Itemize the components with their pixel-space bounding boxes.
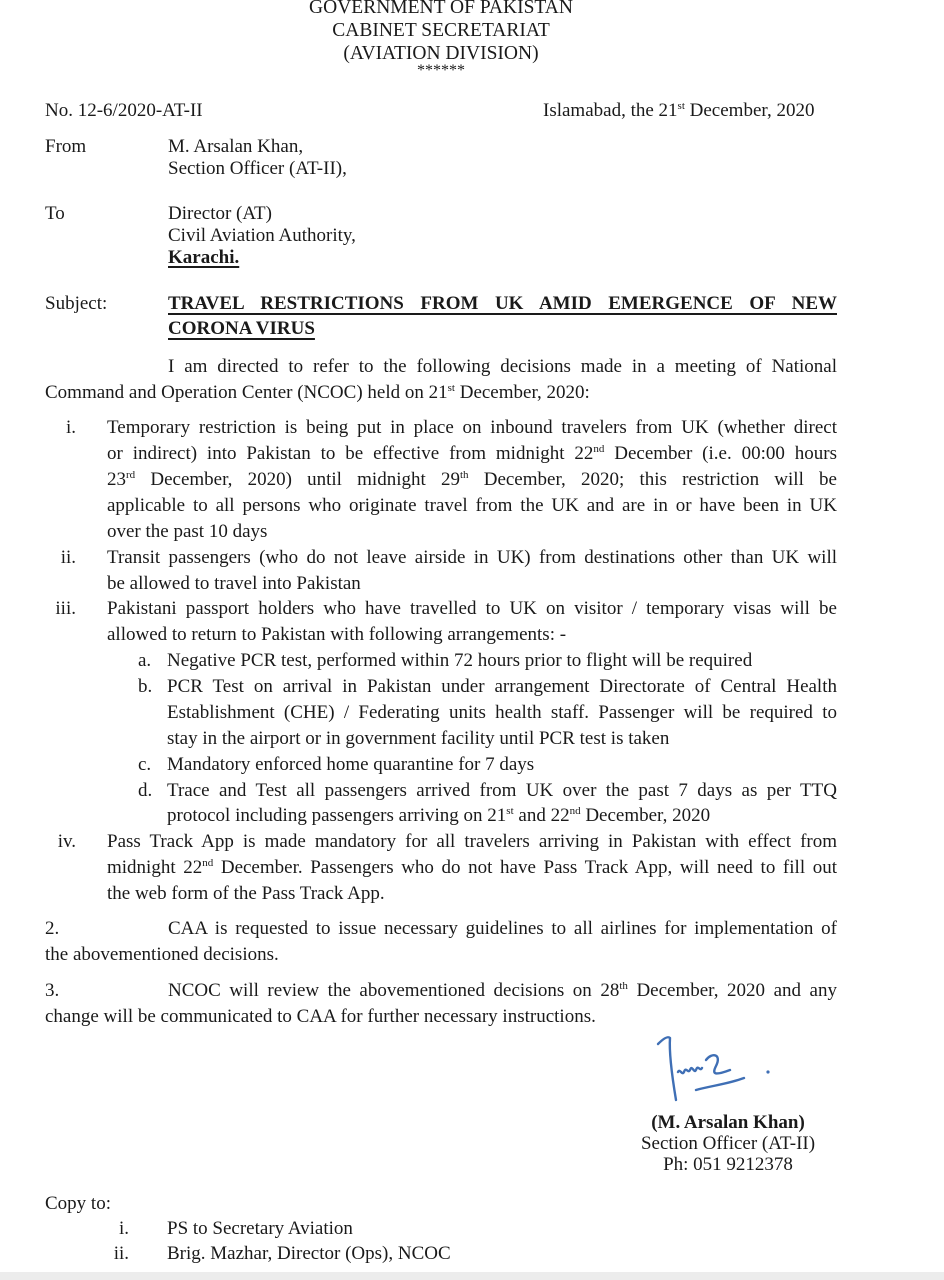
para-text: NCOC will review the abovementioned decisions on 28 [168,980,620,1001]
item-ii-line-1: Transit passengers (who do not leave airside in UK) from destinations other than UK will [107,547,837,568]
signature-stroke [678,1068,702,1073]
ordinal-suffix: th [619,980,628,992]
para-2-line-2: the abovementioned decisions. [45,944,279,965]
copy-to-marker: i. [118,1218,129,1239]
signature-stroke [658,1037,676,1100]
ordinal-suffix: th [459,469,469,481]
ordinal-suffix: st [506,805,514,817]
ordinal-suffix: nd [202,857,214,869]
para-text: December, 2020 and any [627,980,837,1001]
item-text: 23 [107,469,126,490]
intro-line-2 [45,380,590,406]
para-3-line-2: change will be communicated to CAA for further necessary instructions. [45,1006,596,1027]
ordinal-suffix: nd [593,443,605,455]
subject-line-1: TRAVEL RESTRICTIONS FROM UK AMID EMERGENCE OF NEW [168,293,837,314]
copy-to-item: PS to Secretary Aviation [167,1218,353,1239]
item-marker-iii: iii. [55,598,76,619]
subitem-marker-a: a. [138,650,152,671]
item-iii-line-1: Pakistani passport holders who have travelled to UK on visitor / temporary visas will be [107,598,837,619]
page-bottom-edge [0,1272,944,1280]
letterhead-secretariat: CABINET SECRETARIAT [332,20,550,41]
item-iv-line-3: the web form of the Pass Track App. [107,883,385,904]
para-3-line-1 [168,978,837,1004]
item-iii-line-2: allowed to return to Pakistan with following arrangements: - [107,624,567,645]
subitem-d-line-1: Trace and Test all passengers arrived from UK over the past 7 days as per TTQ [167,780,837,801]
item-marker-ii: ii. [60,547,76,568]
from-name: M. Arsalan Khan, [168,136,304,157]
item-i-line-1: Temporary restriction is being put in place on inbound travelers from UK (whether direct [107,417,837,438]
from-label: From [45,136,87,157]
para-3-number: 3. [45,980,60,1001]
subitem-b-line-1: PCR Test on arrival in Pakistan under arrangement Directorate of Central Health [167,676,837,697]
signature-icon [650,1030,780,1110]
letterhead-division: (AVIATION DIVISION) [343,43,539,64]
signatory-phone: Ph: 051 9212378 [663,1154,793,1175]
subject-line-2: CORONA VIRUS [168,318,315,339]
ordinal-suffix: nd [569,805,581,817]
subitem-d-line-2 [167,803,710,829]
subitem-b-line-3: stay in the airport or in government facility until PCR test is taken [167,728,670,749]
copy-to-label: Copy to: [45,1193,111,1214]
subitem-c-line-1: Mandatory enforced home quarantine for 7 days [167,754,535,775]
place-date-text: December, 2020 [684,100,815,121]
signature-stroke [696,1078,744,1090]
letterhead-separator: ****** [417,62,465,79]
copy-to-marker: ii. [113,1243,129,1264]
subitem-a-line-1: Negative PCR test, performed within 72 hours prior to flight will be required [167,650,753,671]
signature-stroke [706,1055,730,1073]
from-designation: Section Officer (AT-II), [168,158,347,179]
item-text: December (i.e. 00:00 hours [604,443,837,464]
item-text: December, 2020 [580,805,711,826]
item-iv-line-2 [107,855,837,881]
signatory-name: (M. Arsalan Khan) [651,1112,805,1133]
intro-text: Command and Operation Center (NCOC) held on 21 [45,382,448,403]
subitem-b-line-2: Establishment (CHE) / Federating units health staff. Passenger will be required to [167,702,837,723]
reference-number: No. 12-6/2020-AT-II [45,100,203,121]
letterhead [0,0,882,77]
ordinal-suffix: st [677,100,685,112]
ordinal-suffix: rd [126,469,136,481]
subitem-marker-c: c. [138,754,152,775]
para-2-number: 2. [45,918,60,939]
item-text: December. Passengers who do not have Pass Track App, will need to fill out [213,857,837,878]
item-marker-iv: iv. [57,831,76,852]
item-text: protocol including passengers arriving on 21 [167,805,507,826]
item-text: and 22 [513,805,570,826]
item-iv-line-1: Pass Track App is made mandatory for all travelers arriving in Pakistan with effect from [107,831,837,852]
item-ii-line-2: be allowed to travel into Pakistan [107,573,361,594]
signatory-title: Section Officer (AT-II) [640,1133,816,1154]
signature-dot [766,1070,769,1073]
place-date-text: Islamabad, the 21 [543,100,678,121]
copy-to-item: Brig. Mazhar, Director (Ops), NCOC [167,1243,451,1264]
to-label: To [45,203,65,224]
signature-block [600,1112,856,1175]
subitem-marker-d: d. [138,780,153,801]
item-i-line-5: over the past 10 days [107,521,268,542]
to-city: Karachi. [168,247,240,268]
item-text: December, 2020; this restriction will be [468,469,837,490]
to-organization: Civil Aviation Authority, [168,225,356,246]
item-text: midnight 22 [107,857,203,878]
item-text: December, 2020) until midnight 29 [135,469,460,490]
item-i-line-2 [107,441,837,467]
intro-text: December, 2020: [454,382,590,403]
subitem-marker-b: b. [138,676,153,697]
item-marker-i: i. [65,417,76,438]
item-i-line-4: applicable to all persons who originate travel from the UK and are in or have been in UK [107,495,837,516]
para-2-line-1: CAA is requested to issue necessary guidelines to all airlines for implementation of [168,918,837,939]
to-designation: Director (AT) [168,203,272,224]
subject-label: Subject: [45,293,108,314]
letterhead-government: GOVERNMENT OF PAKISTAN [309,0,573,18]
intro-line-1: I am directed to refer to the following decisions made in a meeting of National [168,356,837,377]
item-i-line-3 [107,467,837,493]
item-text: or indirect) into Pakistan to be effective from midnight 22 [107,443,594,464]
place-date [543,98,814,124]
ordinal-suffix: st [447,382,455,394]
